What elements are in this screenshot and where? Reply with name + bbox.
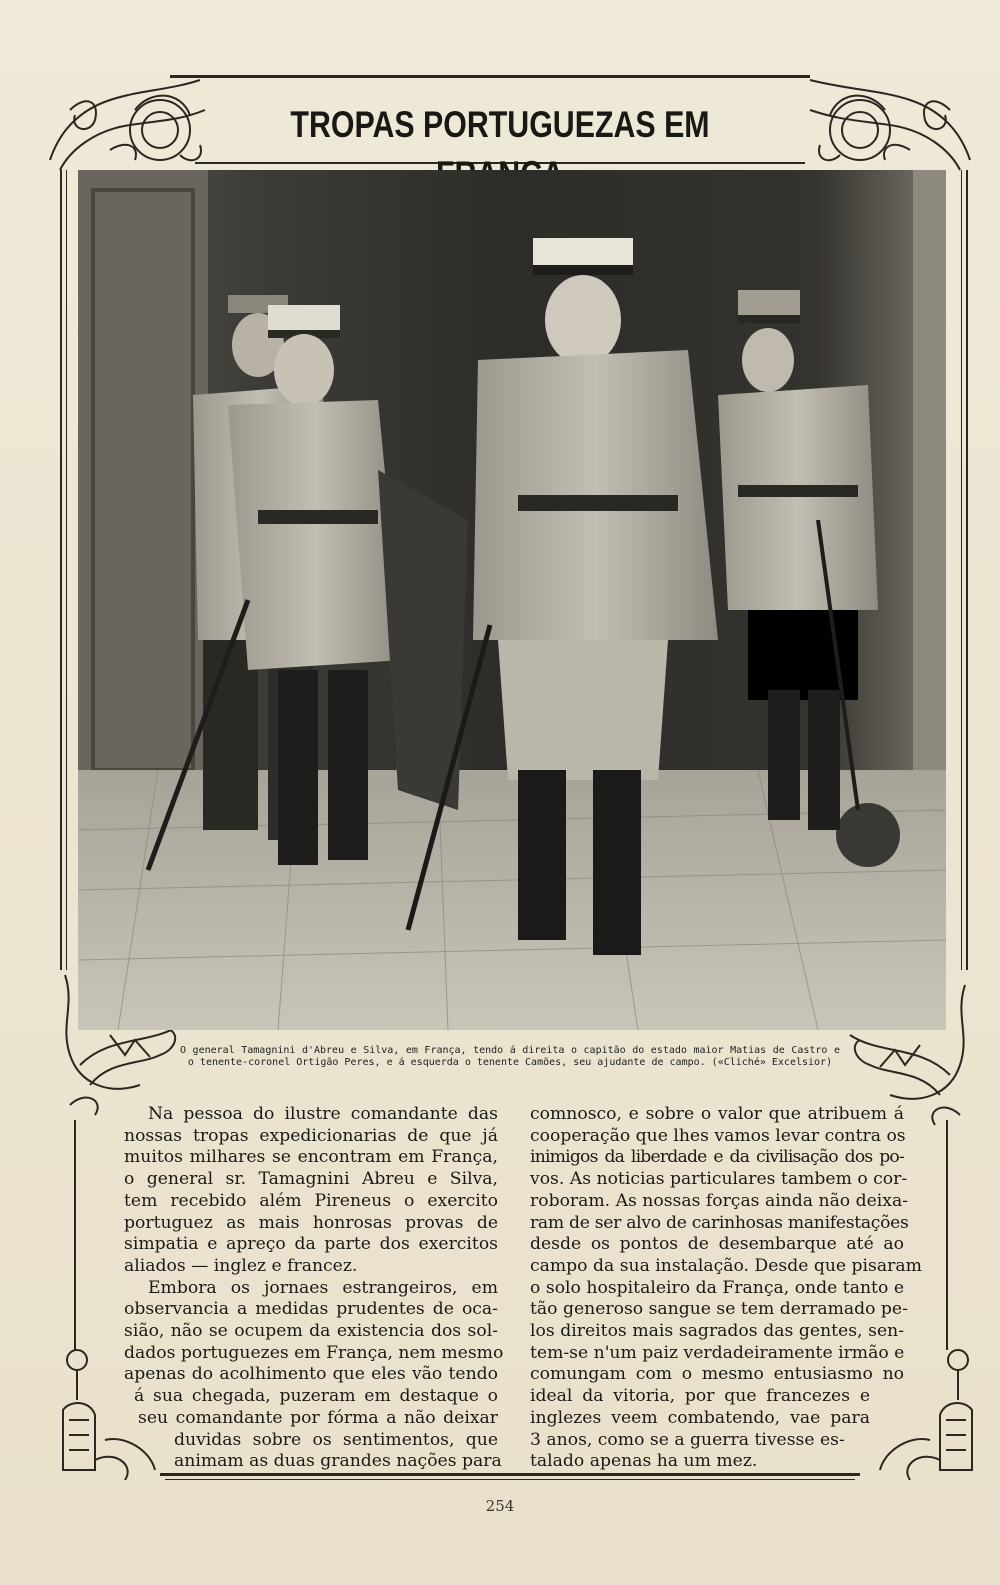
text-line: ram de ser alvo de carinhosas manifestações xyxy=(530,1212,909,1233)
text-line: inimigos da liberdade e da civilisação dos po- xyxy=(530,1147,904,1168)
text-line: tão generoso sangue se tem derramado pe- xyxy=(530,1299,908,1320)
text-line: simpatia e apreço da parte dos exercitos xyxy=(124,1234,498,1255)
frame-bottom-line xyxy=(160,1473,860,1476)
text-line: portuguez as mais honrosas provas de xyxy=(124,1212,498,1233)
photo-caption: O general Tamagnini d'Abreu e Silva, em França, tendo á direita o capitão do estado maior Matias de Castro e o tenente-coronel Ortigão Peres, e á esquerda o tenente Camões, seu ajudante de campo. («Cliché» Excelsior) xyxy=(180,1045,840,1068)
text-line: apenas do acolhimento que eles vão tendo xyxy=(124,1364,498,1385)
text-line: seu comandante por fórma a não deixar xyxy=(138,1407,498,1428)
article-column-left xyxy=(124,1104,504,1473)
article-column-right xyxy=(530,1104,922,1473)
text-line: dados portuguezes em França, nem mesmo xyxy=(124,1342,504,1363)
text-line: desde os pontos de desembarque até ao xyxy=(530,1234,904,1255)
text-line: los direitos mais sagrados das gentes, sen- xyxy=(530,1321,904,1342)
text-line: vos. As noticias particulares tambem o cor- xyxy=(530,1169,908,1190)
text-line: observancia a medidas prudentes de oca- xyxy=(124,1299,498,1320)
text-line: sião, não se ocupem da existencia dos sol- xyxy=(124,1321,498,1342)
photo-illustration xyxy=(78,170,946,1030)
text-line: roboram. As nossas forças ainda não deixa- xyxy=(530,1190,909,1211)
frame-bottom-line-thin xyxy=(165,1479,855,1480)
text-line: 3 anos, como se a guerra tivesse es- xyxy=(530,1429,845,1450)
page-title: TROPAS PORTUGUEZAS EM xyxy=(290,104,710,145)
frame-right-lower xyxy=(946,1120,948,1350)
text-line: o solo hospitaleiro da França, onde tanto e xyxy=(530,1277,904,1298)
text-line: Na pessoa do ilustre comandante das xyxy=(148,1104,498,1124)
text-line: tem-se n'um paiz verdadeiramente irmão e xyxy=(530,1342,905,1363)
officers-photograph xyxy=(78,170,946,1030)
text-line: ideal da vitoria, por que francezes e xyxy=(530,1386,870,1407)
page-number: 254 xyxy=(485,1497,515,1515)
text-line: animam as duas grandes nações para xyxy=(174,1451,502,1472)
text-line: nossas tropas expedicionarias de que já xyxy=(124,1125,498,1146)
ornament-top-right xyxy=(800,70,980,180)
text-line: inglezes veem combatendo, vae para xyxy=(530,1407,870,1428)
frame-right-line xyxy=(966,170,968,970)
frame-left-line-inner xyxy=(66,170,67,970)
text-line: muitos milhares se encontram em França, xyxy=(124,1147,498,1168)
frame-left-line xyxy=(60,170,62,970)
text-line: comungam com o mesmo entusiasmo no xyxy=(530,1364,904,1385)
text-line: Embora os jornaes estrangeiros, em xyxy=(148,1277,498,1298)
text-line: aliados — inglez e francez. xyxy=(124,1255,358,1276)
text-line: o general sr. Tamagnini Abreu e Silva, xyxy=(124,1169,498,1190)
ornament-top-left xyxy=(40,70,210,180)
text-line: duvidas sobre os sentimentos, que xyxy=(174,1429,498,1450)
text-line: comnosco, e sobre o valor que atribuem á xyxy=(530,1104,904,1124)
frame-right-line-inner xyxy=(961,170,962,970)
frame-top-line xyxy=(170,75,810,78)
frame-left-lower xyxy=(74,1120,76,1350)
text-line: á sua chegada, puzeram em destaque o xyxy=(134,1386,498,1407)
text-line: talado apenas ha um mez. xyxy=(530,1451,758,1472)
text-line: campo da sua instalação. Desde que pisaram xyxy=(530,1255,922,1276)
text-line: tem recebido além Pireneus o exercito xyxy=(124,1190,498,1211)
text-line: cooperação que lhes vamos levar contra os xyxy=(530,1125,906,1146)
